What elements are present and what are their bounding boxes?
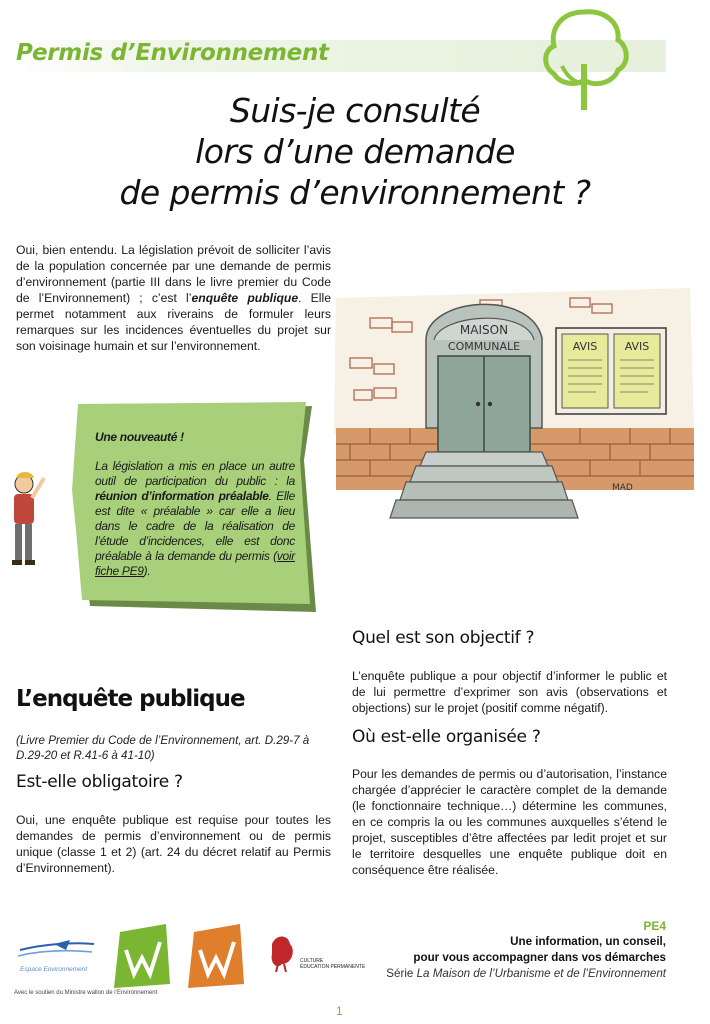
rooster-logo (272, 937, 293, 973)
nouveaute-text-1: La législation a mis en place un autre outil de participation du public : la (95, 459, 295, 488)
notice-2: AVIS (624, 340, 650, 353)
serie-prefix: Série (386, 967, 417, 980)
section-title: L’enquête publique (16, 686, 245, 712)
nouveaute-text-3: ). (143, 564, 151, 578)
title-line-3: de permis d’environnement ? (119, 173, 591, 212)
intro-paragraph (16, 242, 331, 354)
title-line-1: Suis-je consulté (229, 91, 481, 130)
heading-obligatoire: Est-elle obligatoire ? (16, 772, 183, 792)
nouveaute-text (95, 459, 295, 579)
section-reference: (Livre Premier du Code de l’Environnement, art. D.29-7 à D.29-20 et R.41-6 à 41-10) (16, 734, 310, 762)
title-line-2: lors d’une demande (195, 132, 515, 171)
character-icon (6, 468, 48, 568)
heading-objectif: Quel est son objectif ? (352, 628, 535, 648)
tagline-1: Une information, un conseil, (510, 935, 666, 948)
illustrator-signature: MAD (612, 483, 633, 493)
nouveaute-text-2: . Elle est dite « préalable » car elle a lieu dans le cadre de la réalisation de l’étude d’incidences, elle est donc préalable à la demande du permis ( (95, 489, 295, 563)
heading-organisee: Où est-elle organisée ? (352, 727, 541, 747)
sheet-code: PE4 (643, 919, 666, 933)
nouveaute-bold: réunion d’information préalable (95, 489, 269, 503)
fiche-pe9-link[interactable]: voir fiche PE9 (95, 549, 295, 578)
footer-info (386, 918, 666, 982)
notice-1: AVIS (572, 340, 598, 353)
intro-emphasis: enquête publique (191, 291, 299, 305)
answer-organisee: Pour les demandes de permis ou d’autorisation, l’instance chargée d’apprécier le caractère complet de la demande (le fonctionnaire technique…) détermine les communes, en ce compris la ou les communes auxquelles s’étend le projet, susceptibles d’être affectées par ledit projet et sur le territoire desquelles une enquête publique doit en conséquence être réalisée. (352, 767, 667, 877)
espace-environnement-logo (18, 940, 94, 956)
sign-line-1: MAISON (459, 323, 509, 337)
main-title (60, 90, 650, 213)
support-caption: Avec le soutien du Ministre wallon de l’Environnement (14, 990, 158, 996)
serie-name: La Maison de l’Urbanisme et de l’Environnement (416, 967, 666, 980)
series-title: Permis d’Environnement (16, 40, 329, 66)
page-number: 1 (336, 1004, 343, 1018)
nouveaute-content (95, 430, 295, 579)
w-logo-green (114, 924, 170, 988)
espace-environnement-label: Espace Environnement (20, 966, 88, 973)
answer-obligatoire: Oui, une enquête publique est requise pour toutes les demandes de permis d’environnement ou de permis unique (classe 1 et 2) (art. 24 du décret relatif au Permis d’Environnement). (16, 813, 331, 875)
serie-line (386, 966, 666, 982)
maison-communale-illustration (330, 278, 700, 528)
answer-objectif: L’enquête publique a pour objectif d’informer le public et de lui permettre d’exprimer son avis (observations et objections) sur le projet (positif comme négatif). (352, 669, 667, 715)
sign-line-2: COMMUNALE (447, 340, 521, 353)
culture-line-1: CULTURE (300, 958, 324, 964)
culture-line-2: ÉDUCATION PERMANENTE (300, 964, 366, 970)
nouveaute-title: Une nouveauté ! (95, 430, 184, 444)
intro-text-1: Oui, bien entendu. La législation prévoit de solliciter l’avis de la population concernée par une demande de permis d’environnement (partie III dans le livre premier du Code de l’Environnement) ; c’est l’ (16, 243, 331, 305)
tagline-2: pour vous accompagner dans vos démarches (413, 951, 666, 964)
intro-text-2: . Elle permet notamment aux riverains de formuler leurs remarques sur les incidences éventuelles du projet sur son voisinage humain et sur l’environnement. (16, 291, 331, 353)
culture-label (300, 958, 365, 970)
w-logo-orange (188, 924, 244, 988)
